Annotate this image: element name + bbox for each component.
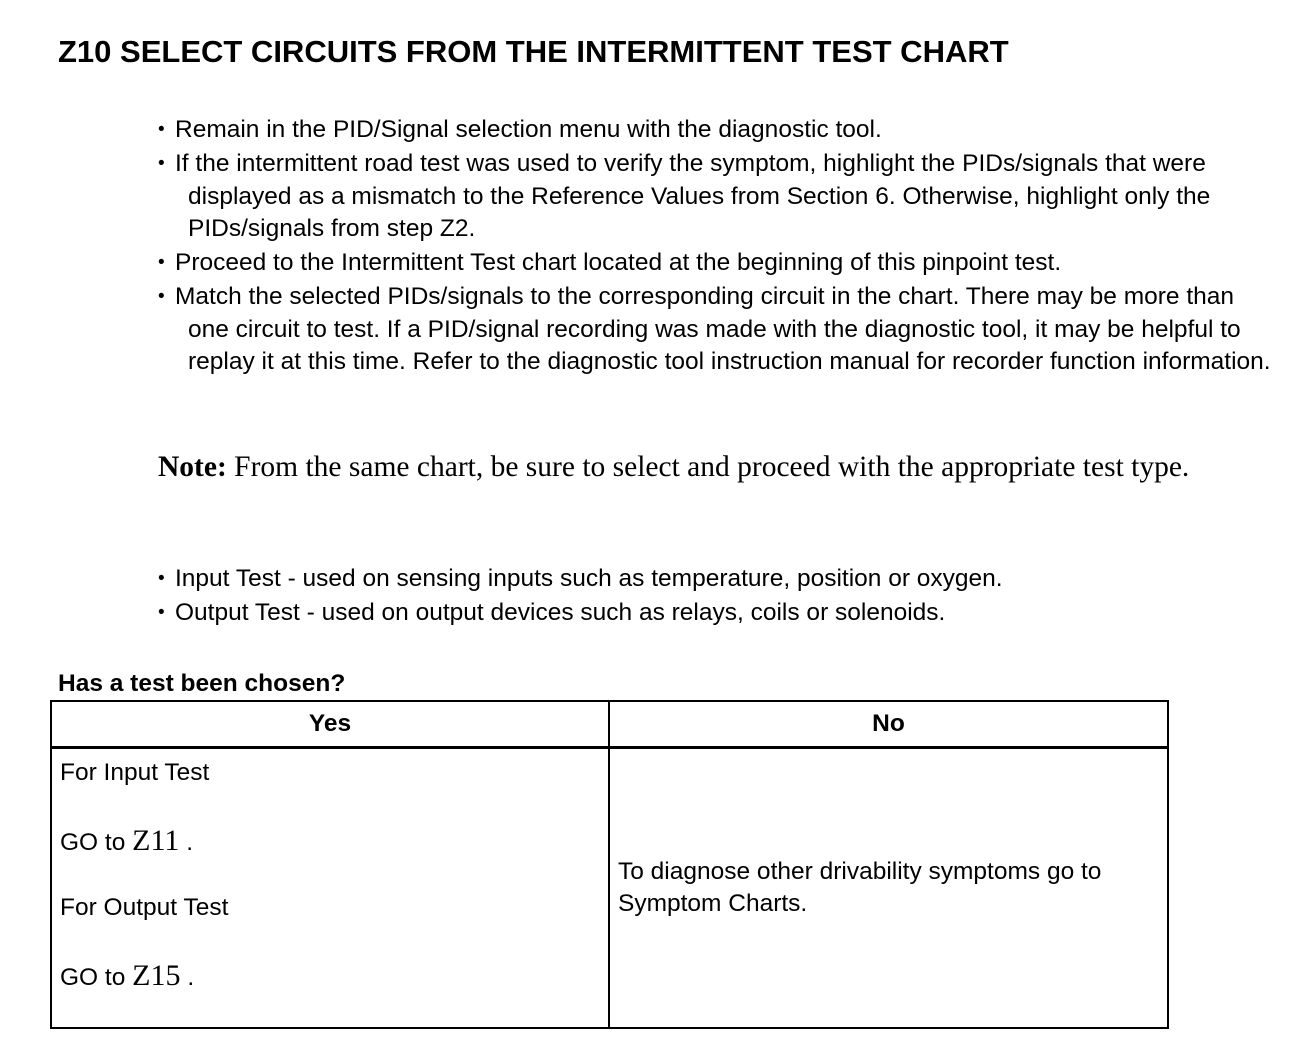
bullet-icon: • [158, 153, 165, 174]
bullet-icon: • [158, 286, 165, 307]
goto-z15-link[interactable]: Z15 [132, 958, 181, 992]
table-row [51, 748, 1168, 1029]
note-label: Note: [158, 451, 227, 483]
goto-suffix: . [187, 963, 195, 991]
goto-z11-link[interactable]: Z11 [132, 823, 180, 857]
decision-table [50, 700, 1169, 1029]
test-type-text: Input Test - used on sensing inputs such as temperature, position or oxygen. [175, 565, 1003, 592]
step-item [140, 281, 1280, 379]
bullet-icon: • [158, 119, 165, 140]
step-item [140, 148, 1280, 246]
bullet-icon: • [158, 252, 165, 273]
note [158, 448, 1268, 487]
input-test-goto [60, 825, 608, 893]
test-type-item [140, 563, 1280, 596]
page-title: Z10 SELECT CIRCUITS FROM THE INTERMITTENT TEST CHART [58, 34, 1009, 69]
output-test-label: For Output Test [60, 894, 229, 921]
yes-cell [51, 748, 609, 1029]
test-type-text: Output Test - used on output devices such as relays, coils or solenoids. [175, 599, 946, 626]
no-cell: To diagnose other drivability symptoms go to Symptom Charts. [609, 748, 1168, 1029]
decision-question: Has a test been chosen? [58, 670, 346, 697]
no-header: No [609, 701, 1168, 748]
test-type-item [140, 597, 1280, 630]
yes-header: Yes [51, 701, 609, 748]
output-test-goto [60, 960, 608, 1028]
note-text: From the same chart, be sure to select and proceed with the appropriate test type. [234, 451, 1190, 483]
goto-prefix: GO to [60, 963, 126, 991]
bullet-icon: • [158, 568, 165, 589]
step-item [140, 114, 1280, 147]
step-item [140, 247, 1280, 280]
bullet-icon: • [158, 602, 165, 623]
step-text: Match the selected PIDs/signals to the corresponding circuit in the chart. There may be more than one circuit to test. If a PID/signal recording was made with the diagnostic tool, it may be helpful to replay it at this time. Refer to the diagnostic tool instruction manual for recorder function information. [175, 283, 1271, 375]
input-test-label: For Input Test [60, 759, 210, 786]
goto-prefix: GO to [60, 828, 126, 856]
table-header-row [51, 701, 1168, 748]
step-text: Proceed to the Intermittent Test chart located at the beginning of this pinpoint test. [175, 249, 1062, 276]
step-text: Remain in the PID/Signal selection menu with the diagnostic tool. [175, 116, 882, 143]
step-text: If the intermittent road test was used to verify the symptom, highlight the PIDs/signals that were displayed as a mismatch to the Reference Values from Section 6. Otherwise, highlight only the PIDs/signals from step Z2. [175, 150, 1211, 242]
test-type-list [140, 563, 1280, 631]
step-list [140, 114, 1280, 380]
goto-suffix: . [186, 828, 194, 856]
